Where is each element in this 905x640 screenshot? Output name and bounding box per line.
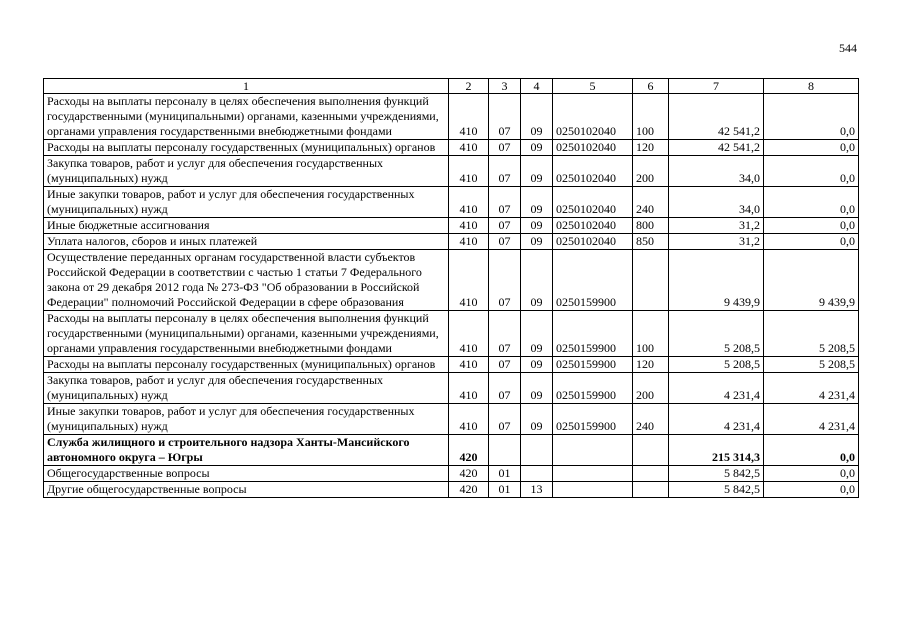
expense-name-cell: Служба жилищного и строительного надзора Ханты-Мансийского автономного округа – Югры	[44, 435, 449, 466]
expense-name-cell: Расходы на выплаты персоналу в целях обеспечения выполнения функций государственными (муниципальными) органами, казенными учреждениями, органами управления государственными внебюджетными фондами	[44, 311, 449, 357]
table-row	[44, 404, 859, 435]
section-cell: 07	[489, 357, 521, 373]
expense-name-cell: Осуществление переданных органам государственной власти субъектов Российской Федерации в соответствии с частью 1 статьи 7 Федерального закона от 29 декабря 2012 года № 273-ФЗ "Об образовании в Российской Федерации" полномочий Российской Федерации в сфере образования	[44, 250, 449, 311]
section-cell: 07	[489, 156, 521, 187]
expense-type-cell: 100	[633, 311, 669, 357]
target-article-cell: 0250102040	[553, 140, 633, 156]
table-row	[44, 140, 859, 156]
section-cell: 07	[489, 373, 521, 404]
subsection-cell: 09	[521, 156, 553, 187]
section-cell: 07	[489, 311, 521, 357]
table-row	[44, 94, 859, 140]
header-row	[44, 79, 859, 94]
table-row	[44, 311, 859, 357]
target-article-cell: 0250159900	[553, 311, 633, 357]
subvention-amount-cell: 0,0	[764, 234, 859, 250]
column-header-3: 3	[489, 79, 521, 94]
table-row	[44, 250, 859, 311]
section-cell: 07	[489, 218, 521, 234]
expense-name-cell: Расходы на выплаты персоналу в целях обеспечения выполнения функций государственными (муниципальными) органами, казенными учреждениями, органами управления государственными внебюджетными фондами	[44, 94, 449, 140]
expense-type-cell: 240	[633, 187, 669, 218]
subsection-cell: 09	[521, 250, 553, 311]
subsection-cell: 09	[521, 373, 553, 404]
target-article-cell	[553, 482, 633, 498]
amount-cell: 5 208,5	[669, 311, 764, 357]
expense-name-cell: Расходы на выплаты персоналу государственных (муниципальных) органов	[44, 357, 449, 373]
amount-cell: 9 439,9	[669, 250, 764, 311]
target-article-cell: 0250102040	[553, 218, 633, 234]
amount-cell: 34,0	[669, 187, 764, 218]
subvention-amount-cell: 0,0	[764, 466, 859, 482]
table-row	[44, 234, 859, 250]
expense-name-cell: Закупка товаров, работ и услуг для обеспечения государственных (муниципальных) нужд	[44, 156, 449, 187]
amount-cell: 4 231,4	[669, 373, 764, 404]
table-row	[44, 435, 859, 466]
section-cell	[489, 435, 521, 466]
target-article-cell: 0250102040	[553, 187, 633, 218]
expense-name-cell: Иные закупки товаров, работ и услуг для обеспечения государственных (муниципальных) нужд	[44, 404, 449, 435]
expense-type-cell: 120	[633, 140, 669, 156]
subsection-cell: 09	[521, 404, 553, 435]
table-row	[44, 218, 859, 234]
amount-cell: 42 541,2	[669, 94, 764, 140]
subvention-amount-cell: 9 439,9	[764, 250, 859, 311]
ministry-code-cell: 420	[449, 482, 489, 498]
expense-type-cell: 200	[633, 156, 669, 187]
subvention-amount-cell: 4 231,4	[764, 404, 859, 435]
ministry-code-cell: 410	[449, 234, 489, 250]
subvention-amount-cell: 0,0	[764, 187, 859, 218]
subsection-cell	[521, 435, 553, 466]
target-article-cell: 0250159900	[553, 357, 633, 373]
amount-cell: 215 314,3	[669, 435, 764, 466]
subvention-amount-cell: 0,0	[764, 218, 859, 234]
expense-type-cell: 100	[633, 94, 669, 140]
column-header-2: 2	[449, 79, 489, 94]
amount-cell: 5 842,5	[669, 482, 764, 498]
expense-type-cell	[633, 466, 669, 482]
ministry-code-cell: 410	[449, 94, 489, 140]
ministry-code-cell: 410	[449, 357, 489, 373]
subvention-amount-cell: 0,0	[764, 94, 859, 140]
ministry-code-cell: 410	[449, 311, 489, 357]
section-cell: 01	[489, 466, 521, 482]
expense-name-cell: Закупка товаров, работ и услуг для обеспечения государственных (муниципальных) нужд	[44, 373, 449, 404]
amount-cell: 5 842,5	[669, 466, 764, 482]
ministry-code-cell: 410	[449, 140, 489, 156]
amount-cell: 31,2	[669, 234, 764, 250]
table-row	[44, 482, 859, 498]
section-cell: 01	[489, 482, 521, 498]
amount-cell: 5 208,5	[669, 357, 764, 373]
subsection-cell: 09	[521, 187, 553, 218]
expense-name-cell: Общегосударственные вопросы	[44, 466, 449, 482]
section-cell: 07	[489, 140, 521, 156]
subvention-amount-cell: 5 208,5	[764, 311, 859, 357]
table-row	[44, 466, 859, 482]
table-row	[44, 373, 859, 404]
subvention-amount-cell: 0,0	[764, 482, 859, 498]
table-body	[44, 94, 859, 498]
subvention-amount-cell: 5 208,5	[764, 357, 859, 373]
ministry-code-cell: 410	[449, 218, 489, 234]
expense-name-cell: Уплата налогов, сборов и иных платежей	[44, 234, 449, 250]
subvention-amount-cell: 4 231,4	[764, 373, 859, 404]
column-header-1: 1	[44, 79, 449, 94]
ministry-code-cell: 410	[449, 156, 489, 187]
ministry-code-cell: 410	[449, 404, 489, 435]
column-header-5: 5	[553, 79, 633, 94]
amount-cell: 34,0	[669, 156, 764, 187]
table-row	[44, 187, 859, 218]
subsection-cell: 09	[521, 234, 553, 250]
section-cell: 07	[489, 234, 521, 250]
expense-name-cell: Расходы на выплаты персоналу государственных (муниципальных) органов	[44, 140, 449, 156]
subsection-cell: 09	[521, 94, 553, 140]
budget-table	[43, 78, 859, 498]
subsection-cell: 09	[521, 140, 553, 156]
page-number: 544	[839, 41, 857, 55]
ministry-code-cell: 410	[449, 187, 489, 218]
subsection-cell: 09	[521, 357, 553, 373]
expense-type-cell: 120	[633, 357, 669, 373]
column-header-8: 8	[764, 79, 859, 94]
subvention-amount-cell: 0,0	[764, 156, 859, 187]
subvention-amount-cell: 0,0	[764, 435, 859, 466]
table-row	[44, 357, 859, 373]
expense-type-cell: 850	[633, 234, 669, 250]
ministry-code-cell: 420	[449, 466, 489, 482]
amount-cell: 31,2	[669, 218, 764, 234]
expense-name-cell: Иные закупки товаров, работ и услуг для обеспечения государственных (муниципальных) нужд	[44, 187, 449, 218]
expense-type-cell: 200	[633, 373, 669, 404]
target-article-cell: 0250102040	[553, 156, 633, 187]
expense-type-cell: 240	[633, 404, 669, 435]
target-article-cell: 0250159900	[553, 373, 633, 404]
section-cell: 07	[489, 250, 521, 311]
column-header-4: 4	[521, 79, 553, 94]
section-cell: 07	[489, 94, 521, 140]
table-row	[44, 156, 859, 187]
expense-type-cell	[633, 435, 669, 466]
expense-type-cell: 800	[633, 218, 669, 234]
subsection-cell	[521, 466, 553, 482]
section-cell: 07	[489, 404, 521, 435]
expense-name-cell: Другие общегосударственные вопросы	[44, 482, 449, 498]
target-article-cell	[553, 435, 633, 466]
target-article-cell	[553, 466, 633, 482]
ministry-code-cell: 410	[449, 250, 489, 311]
expense-type-cell	[633, 482, 669, 498]
column-header-7: 7	[669, 79, 764, 94]
ministry-code-cell: 410	[449, 373, 489, 404]
target-article-cell: 0250102040	[553, 94, 633, 140]
subsection-cell: 13	[521, 482, 553, 498]
expense-name-cell: Иные бюджетные ассигнования	[44, 218, 449, 234]
ministry-code-cell: 420	[449, 435, 489, 466]
target-article-cell: 0250159900	[553, 404, 633, 435]
subsection-cell: 09	[521, 218, 553, 234]
amount-cell: 42 541,2	[669, 140, 764, 156]
subsection-cell: 09	[521, 311, 553, 357]
subvention-amount-cell: 0,0	[764, 140, 859, 156]
amount-cell: 4 231,4	[669, 404, 764, 435]
section-cell: 07	[489, 187, 521, 218]
expense-type-cell	[633, 250, 669, 311]
column-header-6: 6	[633, 79, 669, 94]
target-article-cell: 0250102040	[553, 234, 633, 250]
target-article-cell: 0250159900	[553, 250, 633, 311]
